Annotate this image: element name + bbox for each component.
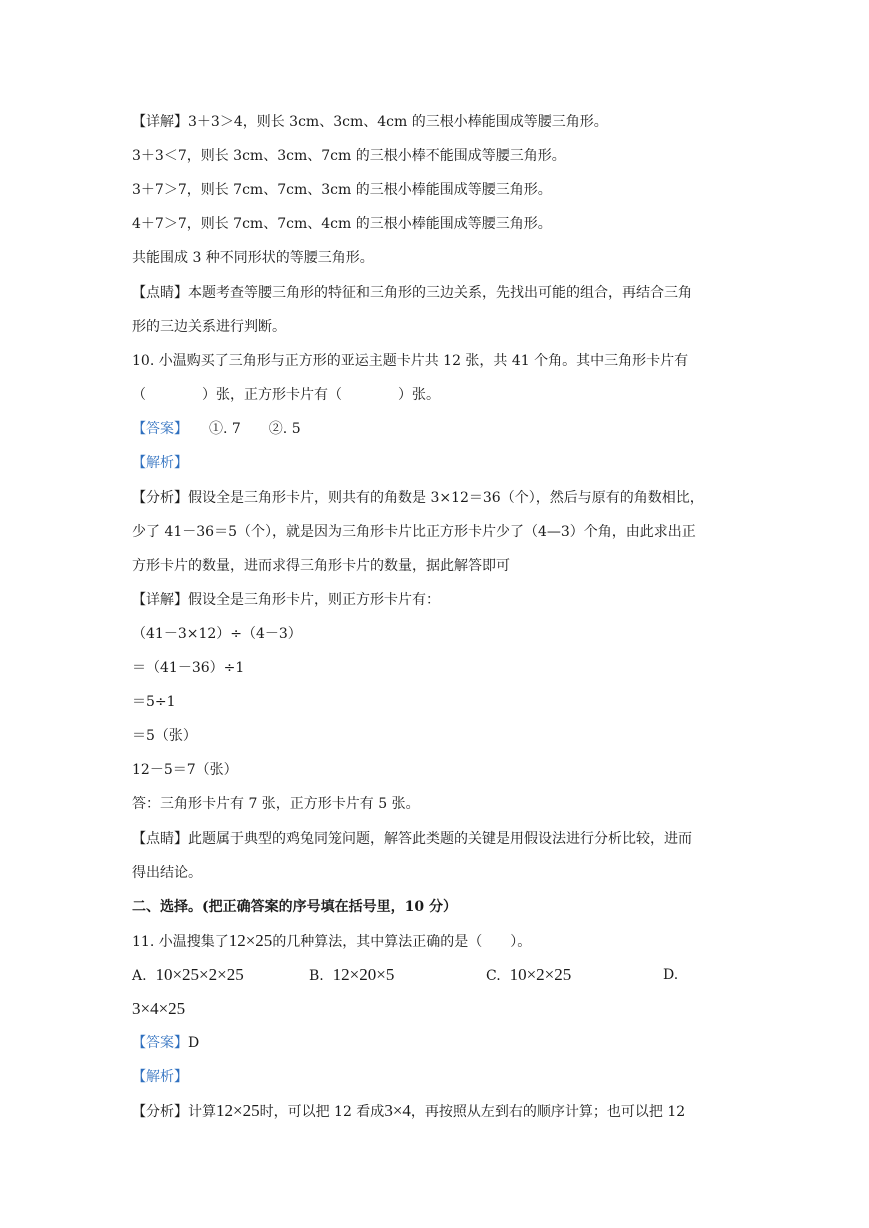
option-d-expression xyxy=(132,998,185,1021)
text-line: 4＋7＞7，则长 7cm、7cm、4cm 的三根小棒能围成等腰三角形。 xyxy=(132,216,552,232)
text-segment: 【分析】计算 xyxy=(132,1104,216,1120)
question-text: 的几种算法，其中算法正确的是（ ）。 xyxy=(272,934,532,950)
answer-label: 【答案】 xyxy=(132,1035,188,1051)
text-line: 【分析】假设全是三角形卡片，则共有的角数是 3×12＝36（个），然后与原有的角数相比， xyxy=(132,490,704,506)
math-expression: 12×20×5 xyxy=(332,965,395,984)
math-expression: 10×25×2×25 xyxy=(155,965,244,984)
text-line: 形的三边关系进行判断。 xyxy=(132,319,286,335)
option-d xyxy=(663,964,678,986)
text-line xyxy=(132,1101,685,1122)
text-line: ＝（41－36）÷1 xyxy=(132,660,245,676)
text-line: 【详解】假设全是三角形卡片，则正方形卡片有： xyxy=(132,592,440,608)
text-line: 3＋7＞7，则长 7cm、7cm、3cm 的三根小棒能围成等腰三角形。 xyxy=(132,182,552,198)
text-line: 【点睛】此题属于典型的鸡兔同笼问题，解答此类题的关键是用假设法进行分析比较，进而 xyxy=(132,831,692,847)
text-line: 少了 41－36＝5（个），就是因为三角形卡片比正方形卡片少了（4—3）个角，由此求出正 xyxy=(132,524,696,540)
text-segment: 时，可以把 12 看成 xyxy=(259,1104,385,1120)
text-line: 【详解】3＋3＞4，则长 3cm、3cm、4cm 的三根小棒能围成等腰三角形。 xyxy=(132,114,608,130)
option-label: D. xyxy=(663,967,679,983)
option-c xyxy=(486,964,571,987)
option-label: A. xyxy=(132,968,147,984)
text-line: 共能围成 3 种不同形状的等腰三角形。 xyxy=(132,250,374,266)
option-label: C. xyxy=(486,968,501,984)
text-line: 答：三角形卡片有 7 张，正方形卡片有 5 张。 xyxy=(132,796,420,812)
question-text: 11. 小温搜集了 xyxy=(132,934,229,950)
question-10: 10. 小温购买了三角形与正方形的亚运主题卡片共 12 张，共 41 个角。其中三角形卡片有 xyxy=(132,353,689,369)
option-label: B. xyxy=(309,968,324,984)
text-line: 方形卡片的数量，进而求得三角形卡片的数量，据此解答即可 xyxy=(132,558,510,574)
math-expression: 3×4 xyxy=(384,1101,411,1120)
option-b xyxy=(309,964,394,987)
answer-value: ①. 7 ②. 5 xyxy=(181,421,301,437)
text-line: （ ）张，正方形卡片有（ ）张。 xyxy=(132,387,440,403)
answer-line-11 xyxy=(132,1033,199,1053)
math-expression: 10×2×25 xyxy=(509,965,572,984)
answer-line-10 xyxy=(132,419,301,439)
answer-value: D xyxy=(188,1035,200,1051)
math-expression: 12×25 xyxy=(228,931,273,950)
answer-label: 【答案】 xyxy=(132,421,181,437)
analysis-label: 【解析】 xyxy=(132,455,188,471)
text-line: ＝5÷1 xyxy=(132,694,176,710)
text-line: （41－3×12）÷（4－3） xyxy=(132,626,302,642)
math-expression: 3×4×25 xyxy=(132,999,186,1018)
text-line: 3＋3＜7，则长 3cm、3cm、7cm 的三根小棒不能围成等腰三角形。 xyxy=(132,148,566,164)
option-a xyxy=(132,964,244,987)
text-segment: ，再按照从左到右的顺序计算；也可以把 12 xyxy=(410,1104,686,1120)
text-line: 12－5＝7（张） xyxy=(132,762,238,778)
text-line: 【点睛】本题考查等腰三角形的特征和三角形的三边关系，先找出可能的组合，再结合三角 xyxy=(132,285,692,301)
text-line: ＝5（张） xyxy=(132,728,197,744)
question-11 xyxy=(132,931,531,952)
text-line: 得出结论。 xyxy=(132,865,202,881)
section-heading: 二、选择。(把正确答案的序号填在括号里，10 分） xyxy=(132,899,457,915)
analysis-label: 【解析】 xyxy=(132,1069,188,1085)
math-expression: 12×25 xyxy=(216,1101,260,1120)
